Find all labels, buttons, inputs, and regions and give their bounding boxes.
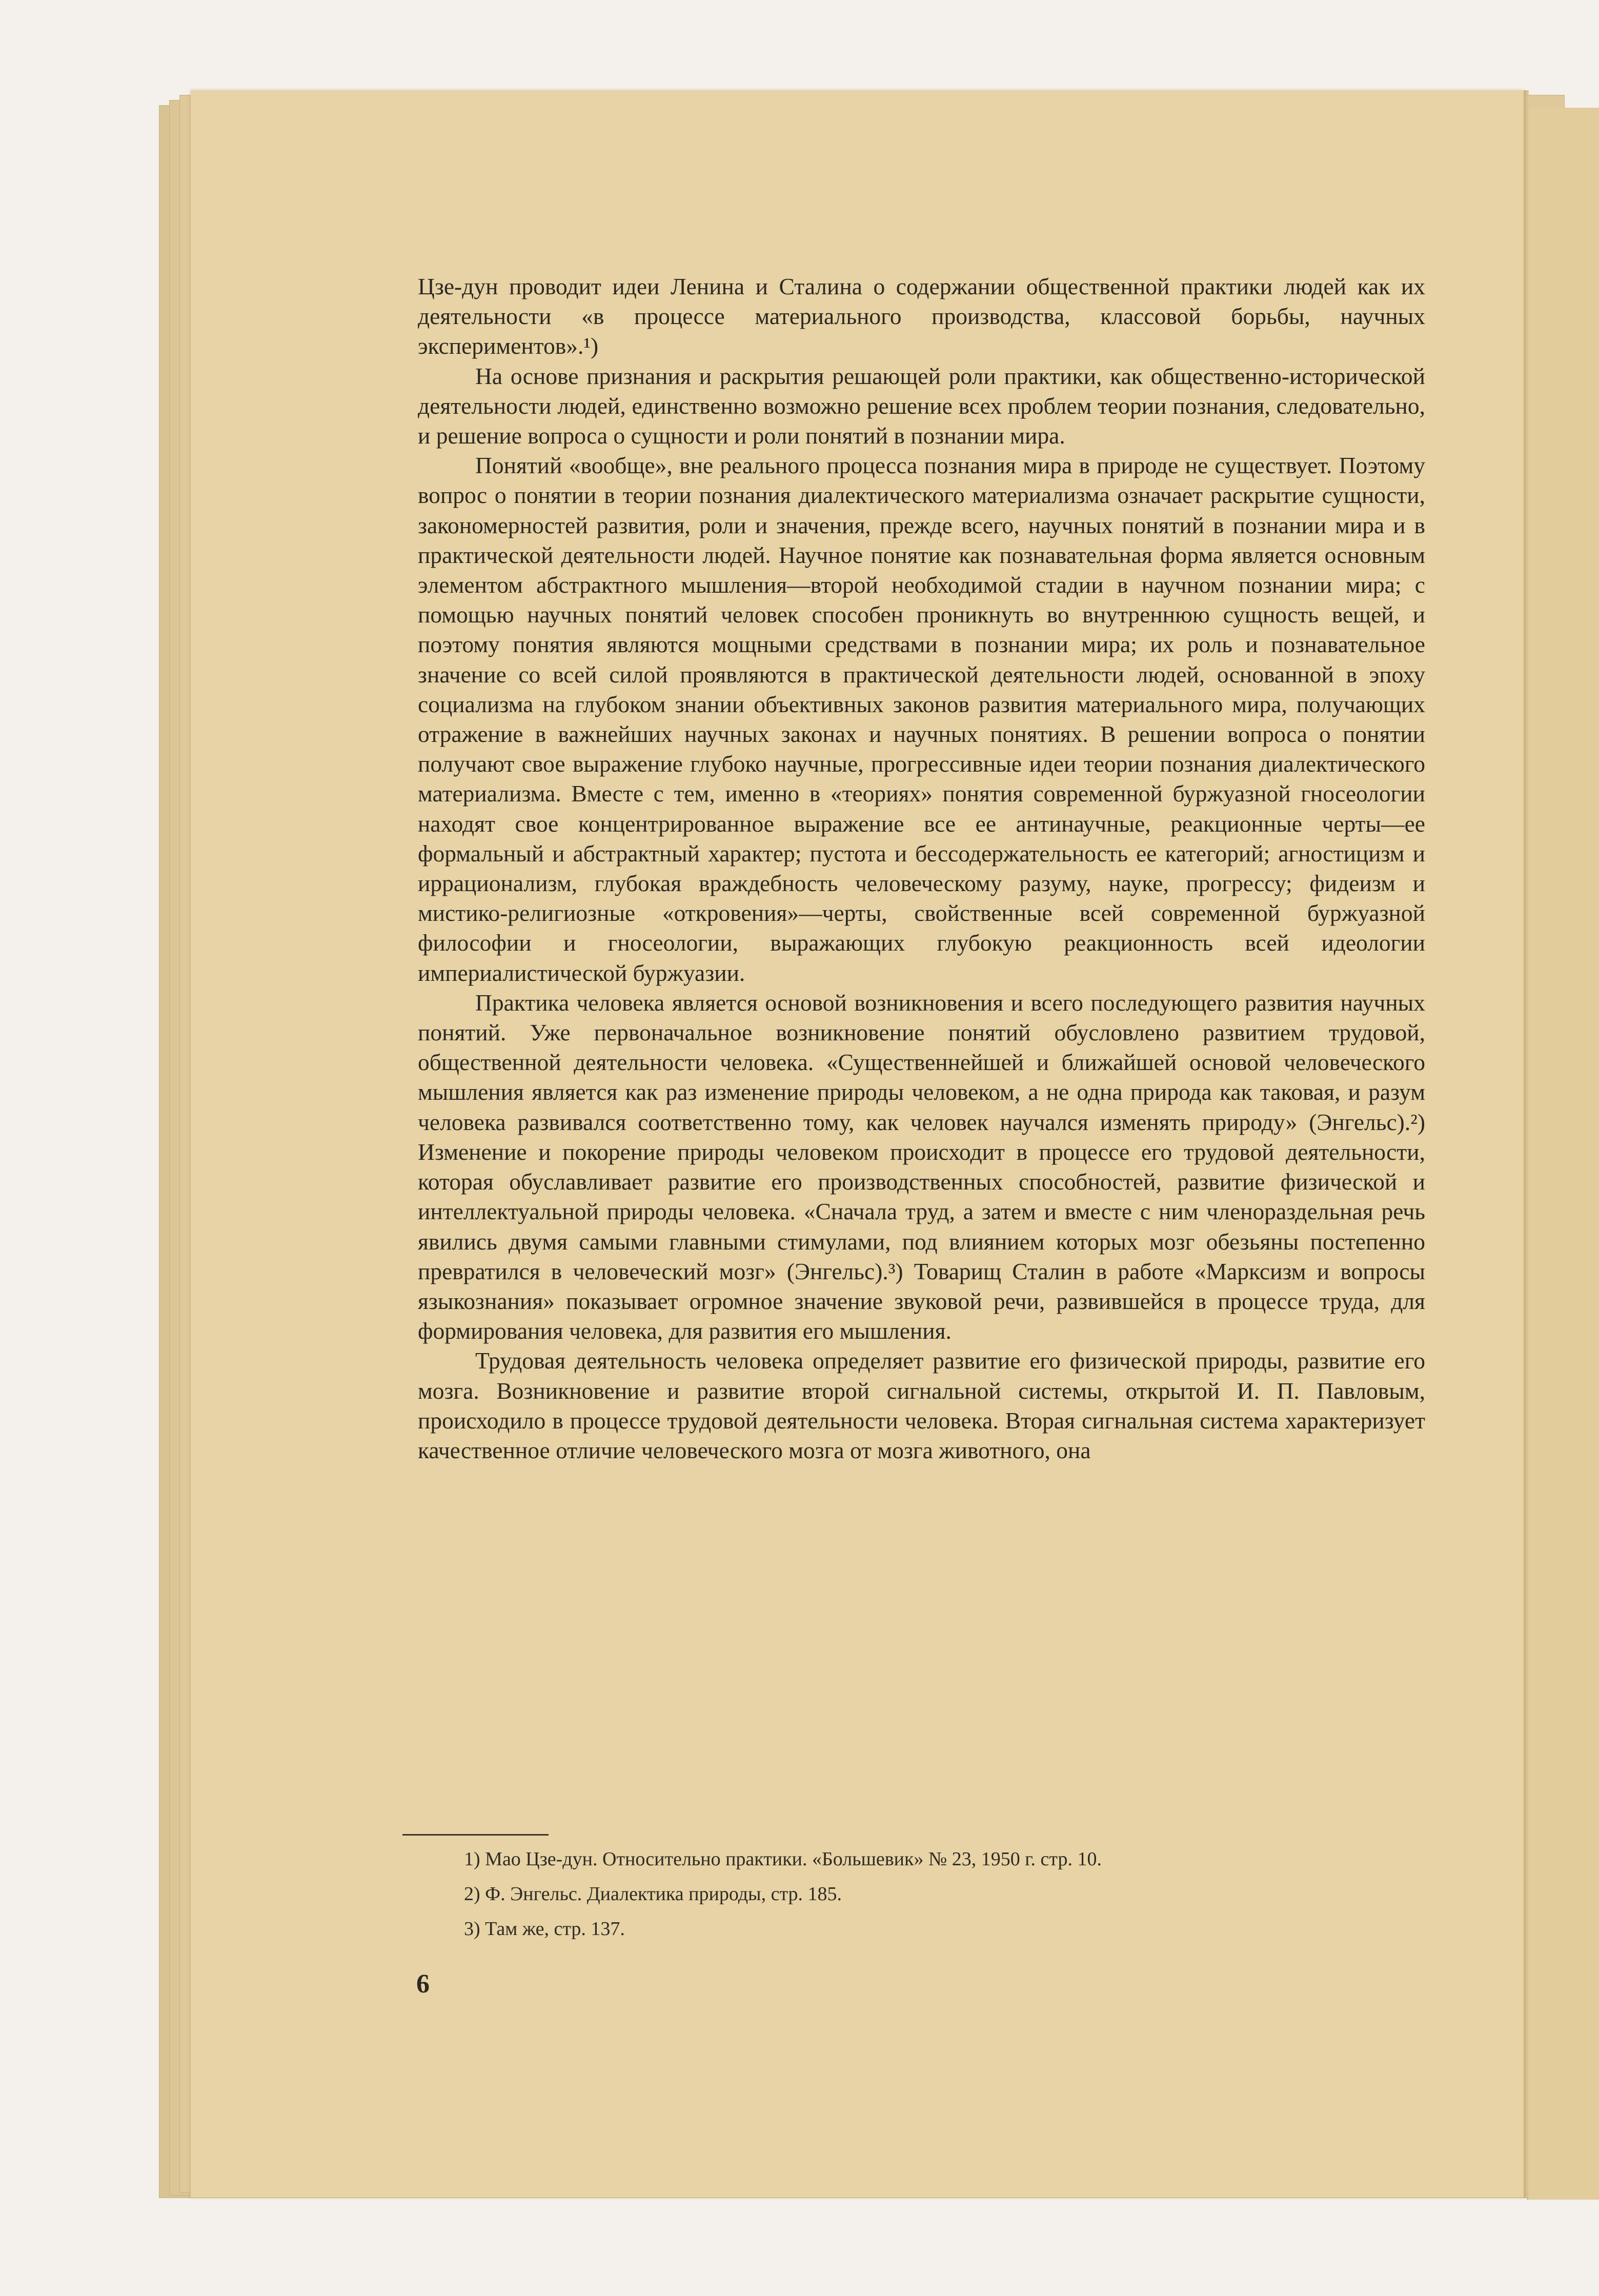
footnotes <box>464 1842 1412 1946</box>
page-number: 6 <box>416 1969 430 1999</box>
paragraph-5: Трудовая деятельность человека определяет развитие его физической природы, развитие его мозга. Возникновение и развитие второй сигнальной системы, открытой И. П. Павловым, происходило в процессе трудовой деятельности человека. Вторая сигнальная система характеризует качественное отличие человеческого мозга от мозга животного, она <box>418 1347 1425 1463</box>
page-gutter <box>1524 90 1529 2198</box>
footnote-2: 2) Ф. Энгельс. Диалектика природы, стр. 185. <box>464 1883 842 1905</box>
paragraph-2: На основе признания и раскрытия решающей роли практики, как общественно-исторической деятельности людей, единственно возможно решение всех проблем теории познания, следовательно, и решение вопроса о сущности и роли понятий в познании мира. <box>418 362 1425 449</box>
paragraph-3: Понятий «вообще», вне реального процесса познания мира в природе не существует. Поэтому вопрос о понятии в теории познания диалектического материализма означает раскрытие сущности, закономерностей развития, роли и значения, прежде всего, научных понятий в познании мира и в практической деятельности людей. Научное понятие как познавательная форма является основным элементом абстрактного мышления—второй необходимой стадии в научном познании мира; с помощью научных понятий человек способен проникнуть во внутреннюю сущность вещей, и поэтому понятия являются мощными средствами в познании мира; их роль и познавательное значение со всей силой проявляются в практической деятельности людей, основанной в эпоху социализма на глубоком знании объективных законов развития материального мира, получающих отражение в важнейших научных законах и научных понятиях. В решении вопроса о понятии получают свое выражение глубоко научные, прогрессивные идеи теории познания диалектического материализма. Вместе с тем, именно в «теориях» понятия современной буржуазной гносеологии находят свое концентрированное выражение все ее антинаучные, реакционные черты—ее формальный и абстрактный характер; пустота и бессодержательность ее категорий; агностицизм и иррационализм, глубокая враждебность человеческому разуму, науке, прогрессу; фидеизм и мистико-религиозные «откровения»—черты, свойственные всей современной буржуазной философии и гносеологии, выражающих глубокую реакционность всей идеологии империалистической буржуазии. <box>418 452 1425 986</box>
footnote-3: 3) Там же, стр. 137. <box>464 1918 625 1940</box>
paragraph-4: Практика человека является основой возникновения и всего последующего развития научных понятий. Уже первоначальное возникновение понятий обусловлено развитием трудовой, общественной деятельности человека. «Существеннейшей и ближайшей основой человеческого мышления является как раз изменение природы человеком, а не одна природа как таковая, и разум человека развивался соответственно тому, как человек научался изменять природу» (Энгельс).²) Изменение и покорение природы человеком происходит в процессе его трудовой деятельности, которая обуславливает развитие его производственных способностей, развитие физической и интеллектуальной природы человека. «Сначала труд, а затем и вместе с ним членораздельная речь явились двумя самыми главными стимулами, под влиянием которых мозг обезьяны постепенно превратился в человеческий мозг» (Энгельс).³) Товарищ Сталин в работе «Марксизм и вопросы языкознания» показывает огромное значение звуковой речи, развившейся в процессе труда, для формирования человека, для развития его мышления. <box>418 989 1425 1344</box>
facing-page-edge <box>1527 108 1599 2200</box>
footnote-divider <box>402 1834 549 1836</box>
footnote-1: 1) Мао Цзе-дун. Относительно практики. «Большевик» № 23, 1950 г. стр. 10. <box>464 1848 1102 1870</box>
body-text <box>418 272 1425 1465</box>
paragraph-1: Цзе-дун проводит идеи Ленина и Сталина о содержании общественной практики людей как их деятельности «в процессе материального производства, классовой борьбы, научных экспериментов».¹) <box>418 273 1425 359</box>
